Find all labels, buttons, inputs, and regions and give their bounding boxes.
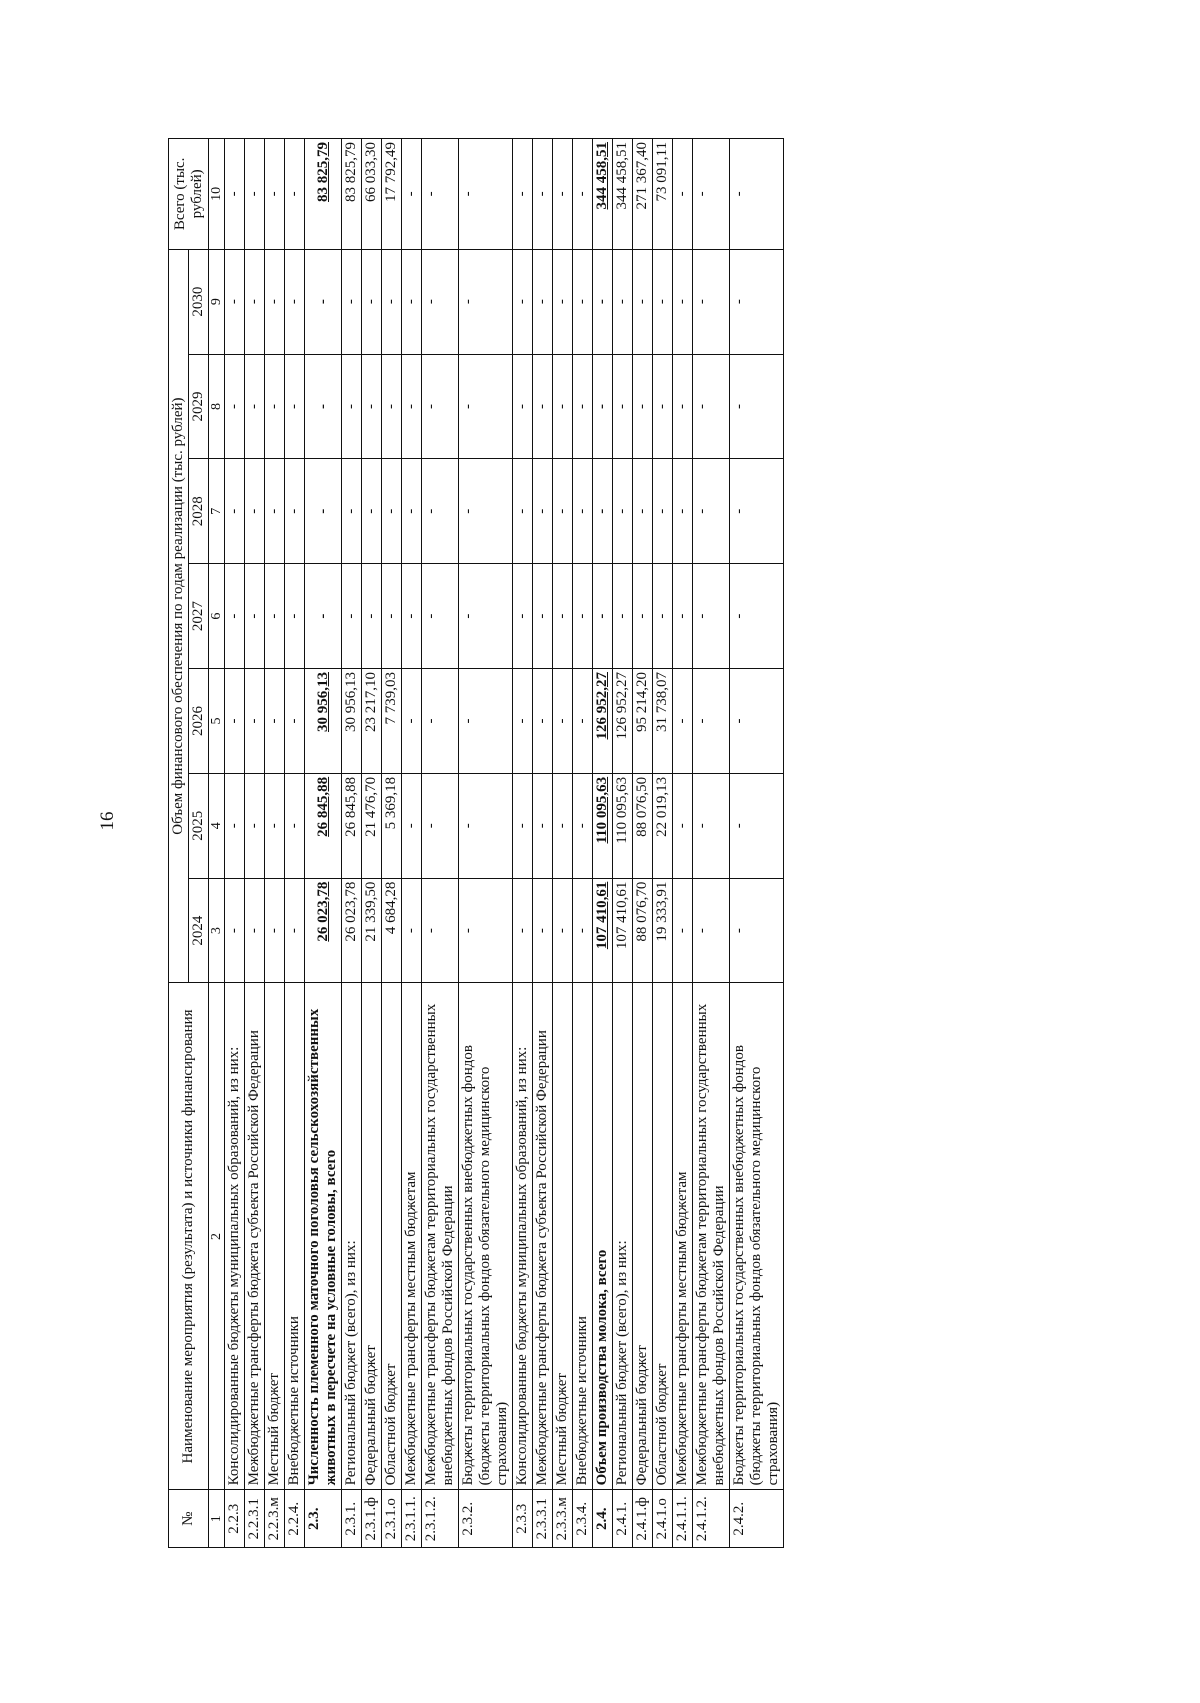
header-row-index xyxy=(209,139,225,1548)
row-total-cell: 344 458,51 xyxy=(593,139,613,250)
row-value-cell: 126 952,27 xyxy=(593,669,613,774)
row-value-cell: - xyxy=(633,459,653,564)
row-value-cell: - xyxy=(593,249,613,354)
row-value-cell: - xyxy=(573,354,593,459)
table-row xyxy=(422,139,459,1548)
row-value-cell: - xyxy=(553,878,573,983)
row-code-cell: 2.3.4. xyxy=(573,1490,593,1548)
row-value-cell: 31 738,07 xyxy=(653,669,673,774)
row-value-cell: - xyxy=(402,773,422,878)
row-name-cell: Федеральный бюджет xyxy=(362,983,382,1490)
row-name-cell: Межбюджетные трансферты бюджета субъекта Российской Федерации xyxy=(533,983,553,1490)
row-value-cell: - xyxy=(693,459,730,564)
row-code-cell: 2.3.1.2. xyxy=(422,1490,459,1548)
row-code-cell: 2.3.1.о xyxy=(382,1490,402,1548)
table-row xyxy=(513,139,533,1548)
row-value-cell: - xyxy=(245,564,265,669)
row-value-cell: - xyxy=(693,564,730,669)
table-row xyxy=(305,139,342,1548)
row-value-cell: - xyxy=(673,564,693,669)
row-value-cell: - xyxy=(553,564,573,669)
row-value-cell: - xyxy=(693,354,730,459)
year-header: 2025 xyxy=(189,773,209,878)
row-value-cell: - xyxy=(225,459,245,564)
row-value-cell: - xyxy=(382,459,402,564)
row-value-cell: - xyxy=(265,878,285,983)
row-value-cell: - xyxy=(673,354,693,459)
row-value-cell: - xyxy=(653,564,673,669)
row-value-cell: - xyxy=(245,669,265,774)
row-value-cell: 26 845,88 xyxy=(305,773,342,878)
row-name-cell: Межбюджетные трансферты бюджета субъекта Российской Федерации xyxy=(245,983,265,1490)
table-row xyxy=(553,139,573,1548)
row-total-cell: 271 367,40 xyxy=(633,139,653,250)
row-value-cell: - xyxy=(693,669,730,774)
row-value-cell: - xyxy=(422,249,459,354)
row-value-cell: - xyxy=(553,459,573,564)
row-value-cell: - xyxy=(693,878,730,983)
row-value-cell: - xyxy=(285,878,305,983)
row-value-cell: - xyxy=(673,669,693,774)
row-value-cell: - xyxy=(245,249,265,354)
row-value-cell: - xyxy=(513,564,533,669)
row-value-cell: - xyxy=(402,878,422,983)
row-code-cell: 2.4.1.2. xyxy=(693,1490,730,1548)
row-value-cell: - xyxy=(362,459,382,564)
table-row xyxy=(342,139,362,1548)
table-row xyxy=(730,139,784,1548)
row-total-cell: - xyxy=(225,139,245,250)
column-header-total: Всего (тыс. рублей) xyxy=(169,139,209,250)
row-value-cell: - xyxy=(653,459,673,564)
row-value-cell: - xyxy=(245,459,265,564)
row-value-cell: - xyxy=(730,249,784,354)
index-cell: 5 xyxy=(209,669,225,774)
row-value-cell: 7 739,03 xyxy=(382,669,402,774)
row-code-cell: 2.3.2. xyxy=(459,1490,513,1548)
row-value-cell: - xyxy=(422,354,459,459)
row-code-cell: 2.3.1.ф xyxy=(362,1490,382,1548)
index-cell: 6 xyxy=(209,564,225,669)
row-value-cell: - xyxy=(285,773,305,878)
row-value-cell: - xyxy=(513,773,533,878)
financing-table xyxy=(168,138,784,1548)
row-value-cell: - xyxy=(265,773,285,878)
row-total-cell: - xyxy=(422,139,459,250)
row-value-cell: - xyxy=(613,249,633,354)
row-name-cell: Консолидированные бюджеты муниципальных образований, из них: xyxy=(225,983,245,1490)
row-value-cell: - xyxy=(382,249,402,354)
row-name-cell: Федеральный бюджет xyxy=(633,983,653,1490)
row-value-cell: - xyxy=(402,354,422,459)
row-value-cell: - xyxy=(362,354,382,459)
row-value-cell: - xyxy=(673,249,693,354)
table-row xyxy=(593,139,613,1548)
row-name-cell: Бюджеты территориальных государственных внебюджетных фондов (бюджеты территориальных фондов обязательного медицинского страхования) xyxy=(730,983,784,1490)
row-total-cell: - xyxy=(533,139,553,250)
row-value-cell: - xyxy=(402,249,422,354)
index-cell: 4 xyxy=(209,773,225,878)
row-value-cell: - xyxy=(285,564,305,669)
row-value-cell: - xyxy=(459,773,513,878)
row-value-cell: - xyxy=(533,354,553,459)
row-value-cell: - xyxy=(593,354,613,459)
row-name-cell: Внебюджетные источники xyxy=(285,983,305,1490)
row-value-cell: - xyxy=(553,249,573,354)
row-value-cell: - xyxy=(730,878,784,983)
row-total-cell: 83 825,79 xyxy=(305,139,342,250)
row-name-cell: Численность племенного маточного поголовья сельскохозяйственных животных в пересчете на условные головы, всего xyxy=(305,983,342,1490)
year-header: 2028 xyxy=(189,459,209,564)
row-value-cell: 95 214,20 xyxy=(633,669,653,774)
row-code-cell: 2.4.2. xyxy=(730,1490,784,1548)
row-value-cell: - xyxy=(422,773,459,878)
row-name-cell: Областной бюджет xyxy=(382,983,402,1490)
row-value-cell: - xyxy=(285,249,305,354)
row-value-cell: - xyxy=(265,354,285,459)
row-value-cell: - xyxy=(673,459,693,564)
row-value-cell: 107 410,61 xyxy=(613,878,633,983)
table-row xyxy=(285,139,305,1548)
row-value-cell: - xyxy=(402,459,422,564)
row-value-cell: - xyxy=(225,878,245,983)
table-row xyxy=(362,139,382,1548)
row-value-cell: - xyxy=(513,354,533,459)
row-value-cell: - xyxy=(730,773,784,878)
row-code-cell: 2.2.4. xyxy=(285,1490,305,1548)
row-total-cell: - xyxy=(513,139,533,250)
table-row xyxy=(693,139,730,1548)
row-value-cell: - xyxy=(342,459,362,564)
row-value-cell: - xyxy=(422,459,459,564)
table-row xyxy=(533,139,553,1548)
row-value-cell: - xyxy=(342,354,362,459)
row-value-cell: 5 369,18 xyxy=(382,773,402,878)
row-value-cell: - xyxy=(613,564,633,669)
row-value-cell: - xyxy=(593,459,613,564)
row-value-cell: - xyxy=(225,249,245,354)
row-value-cell: - xyxy=(613,459,633,564)
row-code-cell: 2.2.3.м xyxy=(265,1490,285,1548)
row-value-cell: - xyxy=(459,249,513,354)
row-name-cell: Местный бюджет xyxy=(553,983,573,1490)
row-code-cell: 2.3.3.1 xyxy=(533,1490,553,1548)
row-code-cell: 2.4. xyxy=(593,1490,613,1548)
row-value-cell: - xyxy=(265,459,285,564)
row-value-cell: - xyxy=(673,878,693,983)
row-code-cell: 2.4.1.ф xyxy=(633,1490,653,1548)
row-value-cell: - xyxy=(653,249,673,354)
table-row xyxy=(573,139,593,1548)
row-value-cell: - xyxy=(693,773,730,878)
table-row xyxy=(613,139,633,1548)
row-value-cell: 110 095,63 xyxy=(593,773,613,878)
row-value-cell: - xyxy=(285,669,305,774)
row-code-cell: 2.3.3.м xyxy=(553,1490,573,1548)
row-value-cell: - xyxy=(573,564,593,669)
row-name-cell: Региональный бюджет (всего), из них: xyxy=(613,983,633,1490)
index-cell: 2 xyxy=(209,983,225,1490)
row-value-cell: 110 095,63 xyxy=(613,773,633,878)
row-value-cell: - xyxy=(730,459,784,564)
row-name-cell: Областной бюджет xyxy=(653,983,673,1490)
row-value-cell: - xyxy=(305,564,342,669)
row-value-cell: - xyxy=(285,354,305,459)
row-value-cell: - xyxy=(573,459,593,564)
row-total-cell: 344 458,51 xyxy=(613,139,633,250)
rotated-table-wrapper xyxy=(168,138,938,1548)
row-name-cell: Межбюджетные трансферты бюджетам территориальных государственных внебюджетных фондов Российской Федерации xyxy=(693,983,730,1490)
column-header-number: № xyxy=(169,1490,209,1548)
row-value-cell: - xyxy=(459,878,513,983)
row-value-cell: - xyxy=(533,878,553,983)
row-value-cell: - xyxy=(265,669,285,774)
row-value-cell: 30 956,13 xyxy=(342,669,362,774)
row-value-cell: - xyxy=(459,564,513,669)
row-value-cell: - xyxy=(653,354,673,459)
row-value-cell: - xyxy=(553,773,573,878)
row-value-cell: 19 333,91 xyxy=(653,878,673,983)
row-value-cell: - xyxy=(573,249,593,354)
row-code-cell: 2.3.1. xyxy=(342,1490,362,1548)
row-value-cell: 21 476,70 xyxy=(362,773,382,878)
row-value-cell: 88 076,50 xyxy=(633,773,653,878)
row-value-cell: - xyxy=(305,249,342,354)
year-header: 2027 xyxy=(189,564,209,669)
row-value-cell: - xyxy=(245,773,265,878)
row-value-cell: - xyxy=(513,249,533,354)
row-total-cell: - xyxy=(573,139,593,250)
row-value-cell: - xyxy=(553,354,573,459)
row-value-cell: - xyxy=(533,564,553,669)
row-value-cell: - xyxy=(593,564,613,669)
row-total-cell: - xyxy=(553,139,573,250)
row-name-cell: Межбюджетные трансферты местным бюджетам xyxy=(402,983,422,1490)
row-value-cell: - xyxy=(633,354,653,459)
table-row xyxy=(673,139,693,1548)
row-name-cell: Консолидированные бюджеты муниципальных образований, из них: xyxy=(513,983,533,1490)
row-value-cell: - xyxy=(225,354,245,459)
index-cell: 8 xyxy=(209,354,225,459)
year-header: 2030 xyxy=(189,249,209,354)
row-value-cell: - xyxy=(265,249,285,354)
row-value-cell: - xyxy=(342,249,362,354)
row-value-cell: - xyxy=(613,354,633,459)
row-total-cell: 66 033,30 xyxy=(362,139,382,250)
column-header-group: Объем финансового обеспечения по годам реализации (тыс. рублей) xyxy=(169,249,189,983)
row-value-cell: - xyxy=(402,564,422,669)
row-total-cell: - xyxy=(459,139,513,250)
row-value-cell: - xyxy=(513,459,533,564)
row-value-cell: 26 023,78 xyxy=(342,878,362,983)
row-value-cell: - xyxy=(633,564,653,669)
row-value-cell: 23 217,10 xyxy=(362,669,382,774)
row-value-cell: 26 845,88 xyxy=(342,773,362,878)
row-value-cell: - xyxy=(422,669,459,774)
row-value-cell: - xyxy=(422,878,459,983)
row-value-cell: - xyxy=(225,564,245,669)
table-row xyxy=(382,139,402,1548)
row-name-cell: Внебюджетные источники xyxy=(573,983,593,1490)
row-value-cell: - xyxy=(730,564,784,669)
row-value-cell: - xyxy=(285,459,305,564)
row-total-cell: 17 792,49 xyxy=(382,139,402,250)
row-value-cell: 26 023,78 xyxy=(305,878,342,983)
row-value-cell: - xyxy=(305,459,342,564)
row-total-cell: - xyxy=(402,139,422,250)
row-total-cell: 83 825,79 xyxy=(342,139,362,250)
row-value-cell: - xyxy=(459,669,513,774)
row-code-cell: 2.2.3 xyxy=(225,1490,245,1548)
row-value-cell: - xyxy=(422,564,459,669)
year-header: 2026 xyxy=(189,669,209,774)
table-row xyxy=(265,139,285,1548)
row-value-cell: - xyxy=(513,878,533,983)
row-code-cell: 2.4.1. xyxy=(613,1490,633,1548)
table-row xyxy=(225,139,245,1548)
row-value-cell: - xyxy=(245,354,265,459)
row-value-cell: - xyxy=(533,669,553,774)
row-value-cell: - xyxy=(245,878,265,983)
row-value-cell: - xyxy=(533,459,553,564)
row-code-cell: 2.4.1.1. xyxy=(673,1490,693,1548)
row-total-cell: - xyxy=(730,139,784,250)
row-name-cell: Региональный бюджет (всего), из них: xyxy=(342,983,362,1490)
row-value-cell: - xyxy=(362,249,382,354)
row-value-cell: - xyxy=(459,459,513,564)
row-value-cell: 21 339,50 xyxy=(362,878,382,983)
row-value-cell: - xyxy=(265,564,285,669)
row-value-cell: - xyxy=(573,878,593,983)
index-cell: 3 xyxy=(209,878,225,983)
column-header-name: Наименование мероприятия (результата) и источники финансирования xyxy=(169,983,209,1490)
row-name-cell: Бюджеты территориальных государственных внебюджетных фондов (бюджеты территориальных фондов обязательного медицинского страхования) xyxy=(459,983,513,1490)
row-value-cell: - xyxy=(342,564,362,669)
row-total-cell: - xyxy=(673,139,693,250)
row-total-cell: - xyxy=(245,139,265,250)
row-value-cell: - xyxy=(402,669,422,774)
row-total-cell: - xyxy=(693,139,730,250)
index-cell: 1 xyxy=(209,1490,225,1548)
row-value-cell: - xyxy=(730,669,784,774)
table-row xyxy=(633,139,653,1548)
table-row xyxy=(245,139,265,1548)
table-row xyxy=(653,139,673,1548)
row-value-cell: - xyxy=(533,249,553,354)
table-row xyxy=(459,139,513,1548)
row-value-cell: - xyxy=(305,354,342,459)
row-total-cell: - xyxy=(265,139,285,250)
row-value-cell: - xyxy=(382,564,402,669)
row-code-cell: 2.2.3.1 xyxy=(245,1490,265,1548)
row-value-cell: - xyxy=(533,773,553,878)
row-value-cell: - xyxy=(513,669,533,774)
row-value-cell: 107 410,61 xyxy=(593,878,613,983)
table-body xyxy=(225,139,784,1548)
row-value-cell: - xyxy=(673,773,693,878)
row-value-cell: 30 956,13 xyxy=(305,669,342,774)
row-name-cell: Местный бюджет xyxy=(265,983,285,1490)
row-name-cell: Межбюджетные трансферты бюджетам территориальных государственных внебюджетных фондов Российской Федерации xyxy=(422,983,459,1490)
header-row-top xyxy=(169,139,189,1548)
row-value-cell: 88 076,70 xyxy=(633,878,653,983)
row-value-cell: - xyxy=(553,669,573,774)
row-code-cell: 2.3.3 xyxy=(513,1490,533,1548)
row-value-cell: - xyxy=(633,249,653,354)
table-row xyxy=(402,139,422,1548)
year-header: 2029 xyxy=(189,354,209,459)
row-total-cell: 73 091,11 xyxy=(653,139,673,250)
row-value-cell: - xyxy=(730,354,784,459)
row-value-cell: - xyxy=(362,564,382,669)
row-value-cell: - xyxy=(573,669,593,774)
row-value-cell: - xyxy=(459,354,513,459)
row-value-cell: 4 684,28 xyxy=(382,878,402,983)
row-value-cell: 22 019,13 xyxy=(653,773,673,878)
year-header: 2024 xyxy=(189,878,209,983)
row-value-cell: - xyxy=(573,773,593,878)
page-number: 16 xyxy=(97,811,118,831)
index-cell: 7 xyxy=(209,459,225,564)
row-code-cell: 2.3. xyxy=(305,1490,342,1548)
row-value-cell: 126 952,27 xyxy=(613,669,633,774)
row-value-cell: - xyxy=(225,669,245,774)
row-name-cell: Межбюджетные трансферты местным бюджетам xyxy=(673,983,693,1490)
row-value-cell: - xyxy=(382,354,402,459)
row-value-cell: - xyxy=(693,249,730,354)
index-cell: 10 xyxy=(209,139,225,250)
index-cell: 9 xyxy=(209,249,225,354)
row-name-cell: Объем производства молока, всего xyxy=(593,983,613,1490)
row-value-cell: - xyxy=(225,773,245,878)
row-code-cell: 2.4.1.о xyxy=(653,1490,673,1548)
row-total-cell: - xyxy=(285,139,305,250)
row-code-cell: 2.3.1.1. xyxy=(402,1490,422,1548)
